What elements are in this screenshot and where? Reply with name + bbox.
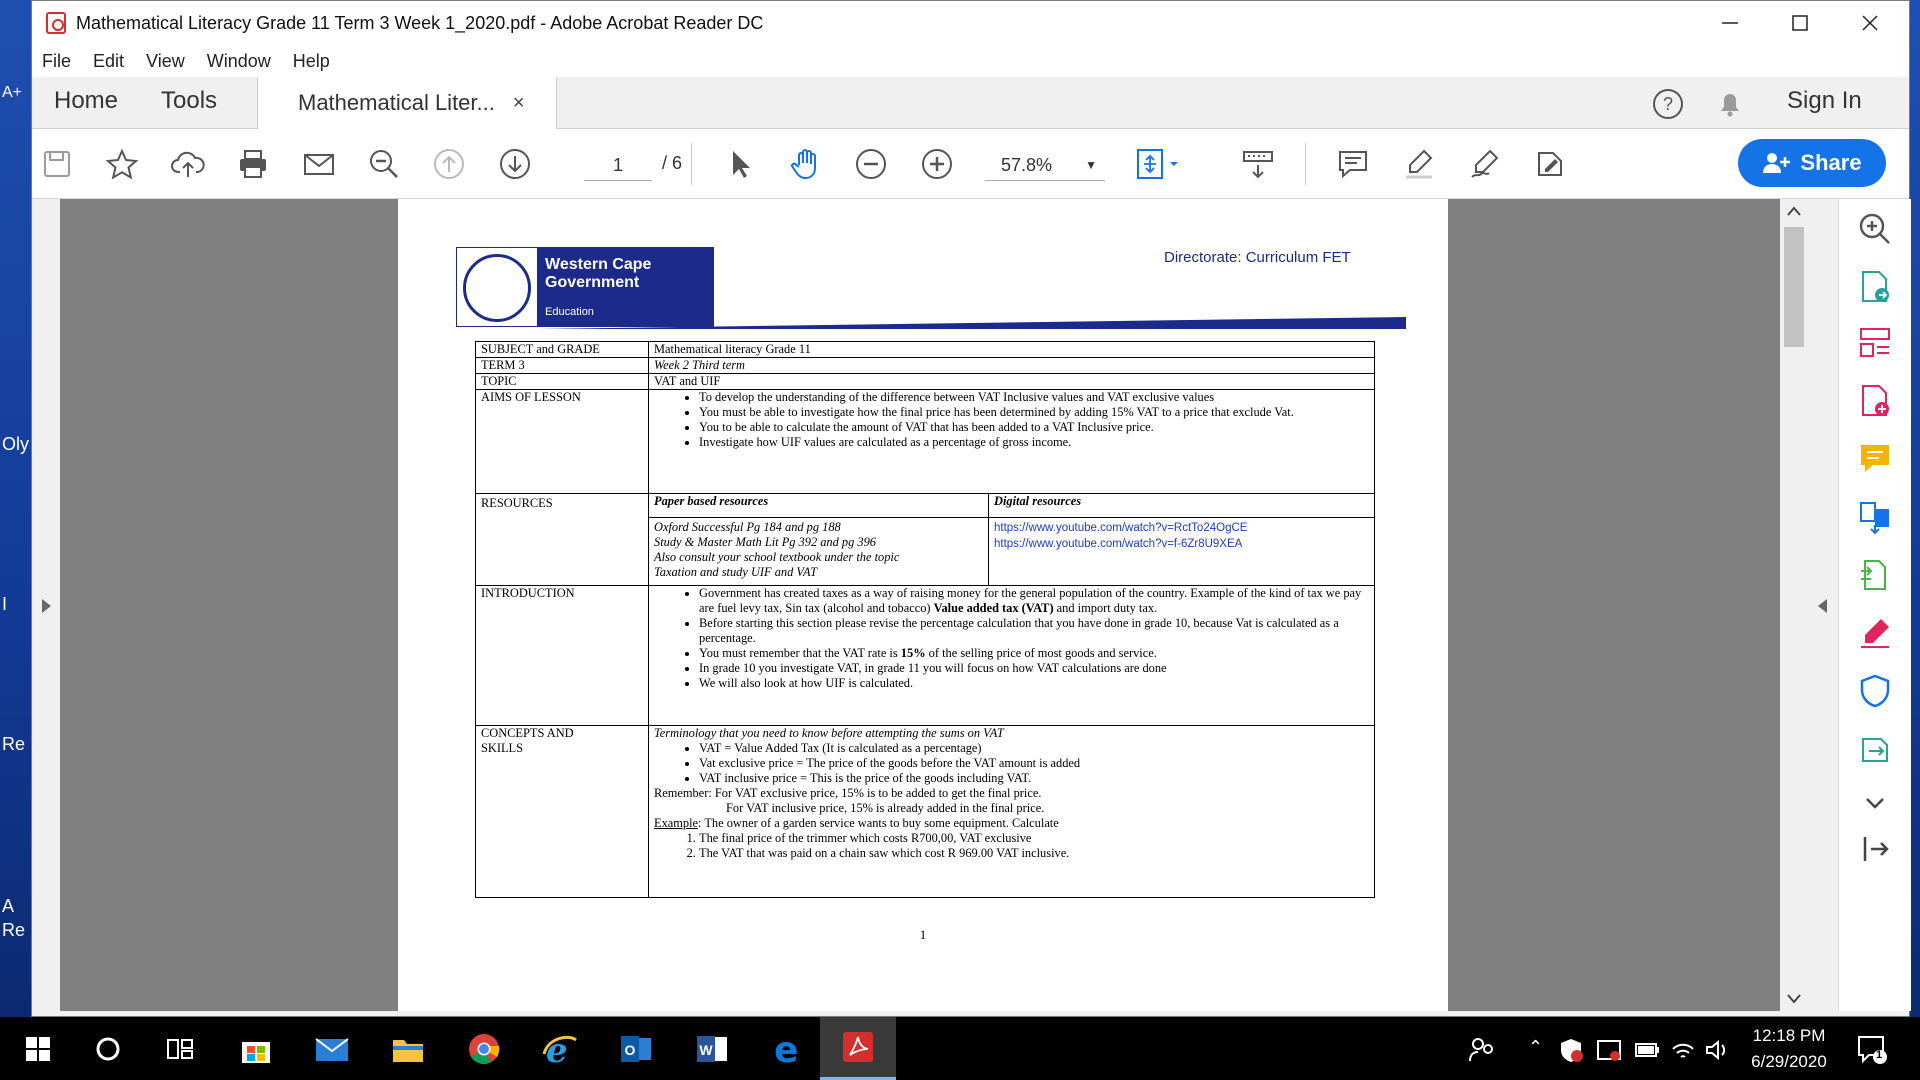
digital-resources-cell	[989, 518, 1375, 586]
aims-cell	[649, 390, 1375, 494]
minimize-button[interactable]	[1695, 1, 1765, 45]
share-button[interactable]	[1738, 139, 1886, 187]
menu-edit[interactable]: Edit	[93, 50, 125, 71]
cortana-circle-icon	[95, 1036, 121, 1062]
scroll-mode-icon	[1241, 147, 1275, 181]
task-view-button[interactable]	[142, 1017, 218, 1080]
row-value: Week 2 Third term	[649, 358, 1375, 374]
outlook-taskbar-button[interactable]	[598, 1017, 674, 1080]
scroll-down-icon[interactable]	[1786, 993, 1802, 1005]
windows-logo-icon	[25, 1036, 51, 1062]
svg-text:?: ?	[1662, 94, 1674, 114]
list-item: • VAT inclusive price = This is the price of the goods including VAT.	[699, 771, 1369, 786]
row-label: RESOURCES	[476, 494, 649, 586]
fit-page-button[interactable]	[1127, 143, 1187, 185]
left-panel-toggle[interactable]	[32, 199, 60, 1011]
export-pdf-icon[interactable]	[1857, 269, 1893, 305]
toolbar	[32, 129, 1909, 199]
lesson-table	[475, 341, 1375, 898]
taskbar	[0, 1017, 1920, 1080]
paper-resources-cell	[649, 518, 989, 586]
window-title: Mathematical Literacy Grade 11 Term 3 Week 1_2020.pdf - Adobe Acrobat Reader DC	[76, 12, 764, 33]
word-icon	[695, 1033, 729, 1065]
notification-bell-icon[interactable]	[1713, 87, 1747, 121]
chrome-taskbar-button[interactable]	[446, 1017, 522, 1080]
tab-tools[interactable]: Tools	[161, 87, 218, 114]
page-number-input[interactable]: 1	[584, 149, 652, 181]
menu-file[interactable]: File	[42, 50, 72, 71]
zoom-search-icon[interactable]	[1857, 211, 1893, 247]
comment-button[interactable]	[1332, 143, 1374, 185]
pdf-page	[398, 199, 1448, 1011]
list-item: • Vat exclusive price = The price of the goods before the VAT amount is added	[699, 756, 1369, 771]
remember-line: Remember: For VAT exclusive price, 15% is to be added to get the final price.	[654, 786, 1042, 800]
comment-tool-icon[interactable]	[1857, 441, 1893, 477]
list-item: • Government has created taxes as a way of raising money for the general population of the country. Example of the kind of tax we pay are fuel levy tax, Sin tax (alcohol and tobacco) Value added tax (VAT) and import duty tax.	[699, 586, 1369, 616]
coat-of-arms-icon	[457, 248, 537, 328]
clock-time: 12:18 PM	[1752, 1026, 1826, 1045]
search-button[interactable]	[70, 1017, 146, 1080]
security-shield-icon[interactable]	[1558, 1037, 1584, 1063]
svg-text:e: e	[546, 1031, 568, 1066]
zoom-in-icon	[920, 147, 954, 181]
svg-text:W: W	[699, 1041, 713, 1058]
protect-shield-icon[interactable]	[1857, 673, 1893, 709]
row-value: VAT and UIF	[649, 374, 1375, 390]
wcg-logo	[456, 247, 714, 327]
row-value: Mathematical literacy Grade 11	[649, 342, 1375, 358]
svg-text:O: O	[624, 1041, 636, 1058]
edge-icon	[770, 1032, 806, 1066]
minimize-icon	[1721, 14, 1739, 32]
notification-count: 1	[1876, 1049, 1883, 1061]
list-item: • You must remember that the VAT rate is 15% of the selling price of most goods and service.	[699, 646, 1369, 661]
internet-explorer-taskbar-button[interactable]	[522, 1017, 598, 1080]
close-button[interactable]	[1835, 1, 1905, 45]
acrobat-taskbar-button[interactable]	[820, 1017, 896, 1080]
menu-window[interactable]: Window	[206, 50, 271, 71]
resource-line: Taxation and study UIF and VAT	[654, 565, 818, 579]
chevron-down-icon: ▼	[1085, 158, 1097, 172]
row-label: INTRODUCTION	[476, 586, 649, 726]
file-explorer-taskbar-button[interactable]	[370, 1017, 446, 1080]
remember-line: For VAT inclusive price, 15% is already added in the final price.	[726, 801, 1045, 815]
tools-pane	[1838, 199, 1911, 1011]
next-page-button[interactable]	[494, 143, 536, 185]
zoom-level-value: 57.8%	[1001, 155, 1053, 175]
toolbar-separator	[1305, 143, 1306, 185]
list-item: • To develop the understanding of the difference between VAT Inclusive values and VAT exclusive values	[699, 390, 1369, 405]
scroll-mode-button[interactable]	[1237, 143, 1279, 185]
concepts-heading: Terminology that you need to know before attempting the sums on VAT	[654, 726, 1004, 740]
introduction-cell	[649, 586, 1375, 726]
print-button[interactable]	[232, 143, 274, 185]
comment-icon	[1336, 147, 1370, 181]
menu-bar	[32, 45, 1909, 77]
title-bar	[32, 1, 1909, 45]
menu-view[interactable]: View	[146, 50, 185, 71]
desktop-label: A	[2, 896, 15, 916]
zoom-level-select[interactable]	[985, 149, 1105, 181]
store-taskbar-button[interactable]	[218, 1017, 294, 1080]
table-row	[476, 494, 1375, 518]
desktop-label: Re	[2, 734, 26, 754]
acrobat-reader-icon	[841, 1030, 875, 1064]
paper-resources-heading: Paper based resources	[649, 494, 989, 518]
row-label: TERM 3	[476, 358, 649, 374]
document-viewer[interactable]	[32, 199, 1838, 1011]
list-item: • You must be able to investigate how the final price has been determined by adding 15% VAT to a price that exclude Vat.	[699, 405, 1369, 420]
list-item: • We will also look at how UIF is calculated.	[699, 676, 1369, 691]
show-hidden-icons-chevron-icon[interactable]: ⌃	[1528, 1037, 1544, 1057]
people-icon[interactable]	[1468, 1035, 1496, 1063]
share-label: Share	[1800, 150, 1862, 175]
example-line: Example: The owner of a garden service wants to buy some equipment. Calculate	[654, 816, 1059, 830]
logo-department: Education	[545, 306, 594, 318]
row-label: CONCEPTS AND SKILLS	[476, 726, 649, 898]
youtube-link[interactable]: https://www.youtube.com/watch?v=RctTo24OgCE	[994, 522, 1248, 534]
cursor-arrow-icon	[723, 147, 757, 181]
list-item: • Investigate how UIF values are calculated as a percentage of gross income.	[699, 435, 1369, 450]
combine-files-icon[interactable]	[1857, 499, 1893, 535]
zoom-in-button[interactable]	[916, 143, 958, 185]
table-row	[476, 358, 1375, 374]
find-button[interactable]	[363, 143, 405, 185]
battery-icon[interactable]	[1634, 1039, 1660, 1061]
desktop-label: A+	[2, 84, 23, 101]
organize-pages-icon[interactable]	[1857, 325, 1893, 361]
task-view-icon	[166, 1036, 194, 1062]
previous-page-button[interactable]	[428, 143, 470, 185]
help-icon[interactable]	[1651, 87, 1685, 121]
pen-sign-icon	[1468, 147, 1502, 181]
bookmark-button[interactable]	[101, 143, 143, 185]
table-row	[476, 586, 1375, 726]
antivirus-icon[interactable]	[1596, 1037, 1622, 1063]
highlighter-icon	[1402, 147, 1436, 181]
create-pdf-icon[interactable]	[1857, 383, 1893, 419]
cloud-upload-icon	[171, 147, 205, 181]
svg-text:e: e	[774, 1031, 799, 1066]
outlook-icon	[619, 1033, 653, 1065]
edge-taskbar-button[interactable]	[750, 1017, 826, 1080]
system-clock[interactable]	[1734, 1023, 1844, 1075]
upload-button[interactable]	[167, 143, 209, 185]
word-taskbar-button[interactable]	[674, 1017, 750, 1080]
sign-in-link[interactable]: Sign In	[1787, 87, 1862, 114]
resource-line: Oxford Successful Pg 184 and pg 188	[654, 520, 841, 534]
tab-bar	[32, 77, 1909, 129]
zoom-out-button[interactable]	[850, 143, 892, 185]
table-row	[476, 342, 1375, 358]
list-item: • VAT = Value Added Tax (It is calculated as a percentage)	[699, 741, 1369, 756]
notification-center-icon	[1856, 1033, 1888, 1065]
envelope-icon	[302, 147, 336, 181]
add-person-icon	[1762, 151, 1790, 175]
scrollbar-thumb[interactable]	[1784, 227, 1804, 347]
start-button[interactable]	[0, 1017, 76, 1080]
document-tab-label: Mathematical Liter...	[298, 90, 495, 115]
tab-document[interactable]	[257, 77, 557, 129]
wifi-icon[interactable]	[1670, 1037, 1696, 1063]
close-tab-icon[interactable]: ×	[512, 91, 525, 114]
logo-organisation: Western Cape Government	[545, 256, 652, 291]
list-item: 2. The VAT that was paid on a chain saw which cost R 969.00 VAT inclusive.	[699, 846, 1369, 861]
fit-page-icon	[1132, 147, 1182, 181]
scroll-up-icon[interactable]	[1786, 205, 1802, 217]
chrome-icon	[467, 1032, 501, 1066]
clock-date: 6/29/2020	[1751, 1052, 1827, 1071]
email-button[interactable]	[298, 143, 340, 185]
save-button[interactable]	[36, 143, 78, 185]
menu-help[interactable]: Help	[292, 50, 330, 71]
volume-icon[interactable]	[1704, 1037, 1730, 1063]
star-icon	[105, 147, 139, 181]
compress-pdf-icon[interactable]	[1857, 557, 1893, 593]
table-row	[476, 374, 1375, 390]
collapse-pane-icon[interactable]	[1857, 831, 1893, 867]
select-tool-button[interactable]	[719, 143, 761, 185]
save-icon	[40, 147, 74, 181]
row-label: AIMS OF LESSON	[476, 390, 649, 494]
resource-line: Study & Master Math Lit Pg 392 and pg 396	[654, 535, 876, 549]
folder-icon	[391, 1034, 425, 1064]
acrobat-icon	[46, 12, 66, 34]
close-icon	[1861, 14, 1879, 32]
fill-sign-icon	[1533, 147, 1567, 181]
arrow-down-circle-icon	[498, 147, 532, 181]
collapse-right-icon	[1816, 597, 1830, 615]
tab-home[interactable]: Home	[54, 87, 119, 114]
fill-sign-button[interactable]	[1529, 143, 1571, 185]
toolbar-separator	[691, 143, 692, 185]
table-row	[476, 390, 1375, 494]
page-number-footer: 1	[919, 927, 927, 942]
table-row	[476, 726, 1375, 898]
acrobat-window	[31, 0, 1910, 1017]
row-label: SUBJECT and GRADE	[476, 342, 649, 358]
right-panel-toggle[interactable]	[1808, 199, 1838, 1011]
printer-icon	[236, 147, 270, 181]
highlight-button[interactable]	[1398, 143, 1440, 185]
store-bag-icon	[239, 1033, 273, 1065]
search-icon	[367, 147, 401, 181]
maximize-button[interactable]	[1765, 1, 1835, 45]
arrow-up-circle-icon	[432, 147, 466, 181]
sign-button[interactable]	[1464, 143, 1506, 185]
list-item: • Before starting this section please revise the percentage calculation that you have done in grade 10, because Vat is calculated as a percentage.	[699, 616, 1369, 646]
digital-resources-heading: Digital resources	[989, 494, 1375, 518]
send-for-review-icon[interactable]	[1857, 731, 1893, 767]
hand-icon	[789, 147, 823, 181]
directorate-text: Directorate: Curriculum FET	[1164, 249, 1351, 266]
list-item: • In grade 10 you investigate VAT, in grade 11 you will focus on how VAT calculations are done	[699, 661, 1369, 676]
internet-explorer-icon	[542, 1032, 578, 1066]
maximize-icon	[1791, 14, 1809, 32]
action-center-button[interactable]	[1856, 1033, 1888, 1065]
zoom-out-icon	[854, 147, 888, 181]
vertical-scrollbar[interactable]	[1780, 199, 1808, 1011]
desktop-label: Oly	[2, 434, 29, 454]
hand-tool-button[interactable]	[785, 143, 827, 185]
list-item: 1. The final price of the trimmer which costs R700,00, VAT exclusive	[699, 831, 1369, 846]
more-tools-chevron-icon[interactable]	[1857, 791, 1893, 817]
resource-line: Also consult your school textbook under the topic	[654, 550, 900, 564]
mail-icon	[314, 1035, 350, 1063]
row-label: TOPIC	[476, 374, 649, 390]
desktop-label: I	[2, 594, 8, 614]
page-total: / 6	[662, 153, 683, 173]
concepts-cell	[649, 726, 1375, 898]
mail-taskbar-button[interactable]	[294, 1017, 370, 1080]
youtube-link[interactable]: https://www.youtube.com/watch?v=f-6Zr8U9XEA	[994, 538, 1243, 550]
expand-left-icon	[39, 597, 53, 615]
list-item: • You to be able to calculate the amount of VAT that has been added to a VAT Inclusive price.	[699, 420, 1369, 435]
desktop-label: Re	[2, 920, 26, 940]
fill-sign-tool-icon[interactable]	[1857, 615, 1893, 651]
